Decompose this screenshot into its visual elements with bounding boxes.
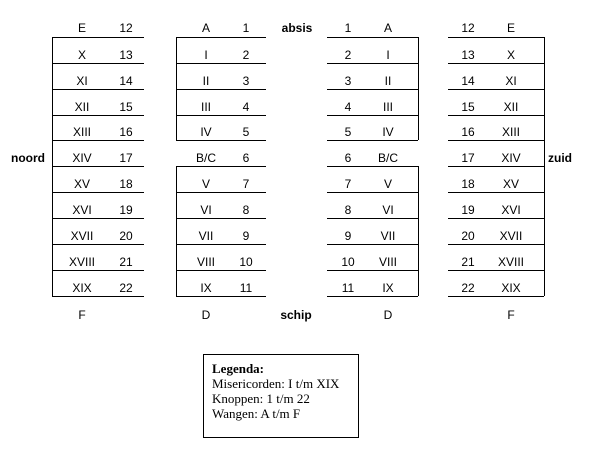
outer-right-knob-number: 14 xyxy=(461,74,475,88)
legend-line-misericorden: Misericorden: I t/m XIX xyxy=(212,376,340,391)
label-schip: schip xyxy=(280,308,312,322)
inner-right-row-divider xyxy=(327,63,418,64)
outer-right-row-divider xyxy=(448,63,544,64)
inner-right-stall-back-line xyxy=(418,37,419,140)
inner-right-knob-number: 7 xyxy=(344,177,352,191)
outer-left-knob-number: 17 xyxy=(119,151,133,165)
inner-left-knob-number: 8 xyxy=(242,203,250,217)
inner-right-knob-number: 6 xyxy=(344,151,352,165)
outer-right-misericord-label: X xyxy=(506,48,516,62)
inner-right-knob-number: 5 xyxy=(344,125,352,139)
inner-left-row-divider xyxy=(176,218,266,219)
inner-right-row-divider xyxy=(327,192,418,193)
outer-right-row-divider xyxy=(448,89,544,90)
outer-right-misericord-label: XIV xyxy=(501,151,521,165)
inner-right-misericord-label: II xyxy=(384,74,392,88)
outer-right-knob-number: 20 xyxy=(461,229,475,243)
inner-right-knob-number: 2 xyxy=(344,48,352,62)
outer-right-row-divider xyxy=(448,192,544,193)
outer-left-row-divider xyxy=(52,166,144,167)
inner-left-misericord-label: I xyxy=(204,48,208,62)
inner-left-knob-number: 3 xyxy=(242,74,250,88)
outer-left-misericord-label: XIX xyxy=(72,281,92,295)
inner-right-misericord-label: IX xyxy=(382,281,394,295)
inner-right-row-divider xyxy=(327,140,418,141)
inner-left-misericord-label: II xyxy=(202,74,210,88)
inner-right-misericord-label: VII xyxy=(380,229,396,243)
inner-right-misericord-label: IV xyxy=(382,125,394,139)
inner-left-misericord-label: V xyxy=(201,177,211,191)
outer-right-knob-number: 13 xyxy=(461,48,475,62)
legend-line-knoppen: Knoppen: 1 t/m 22 xyxy=(212,391,310,406)
outer-right-misericord-label: XVII xyxy=(499,229,523,243)
outer-left-knob-number: 20 xyxy=(119,229,133,243)
outer-right-misericord-label: XII xyxy=(503,100,519,114)
inner-left-misericord-label: III xyxy=(200,100,212,114)
inner-right-stall-back-line xyxy=(418,166,419,296)
inner-left-misericord-label: IV xyxy=(200,125,212,139)
outer-right-misericord-label: XIII xyxy=(501,125,521,139)
inner-right-misericord-label: I xyxy=(386,48,390,62)
outer-left-misericord-label: XVIII xyxy=(68,255,96,269)
outer-right-misericord-label: XV xyxy=(502,177,520,191)
label-absis: absis xyxy=(281,21,313,35)
outer-left-misericord-label: XV xyxy=(73,177,91,191)
legend-line-wangen: Wangen: A t/m F xyxy=(212,406,301,421)
outer-left-row-divider xyxy=(52,37,144,38)
inner-left-knob-number: 2 xyxy=(242,48,250,62)
inner-left-knob-number: 7 xyxy=(242,177,250,191)
outer-right-row-divider xyxy=(448,244,544,245)
inner-left-misericord-label: VIII xyxy=(196,255,216,269)
inner-left-misericord-label: VI xyxy=(200,203,212,217)
inner-left-misericord-label: VII xyxy=(198,229,214,243)
inner-right-misericord-label: VI xyxy=(382,203,394,217)
inner-left-row-divider xyxy=(176,63,266,64)
outer-left-knob-number: 16 xyxy=(119,125,133,139)
inner-right-knob-number: 10 xyxy=(341,255,355,269)
inner-left-row-divider xyxy=(176,270,266,271)
outer-left-knob-number: 22 xyxy=(119,281,133,295)
outer-right-knob-number: 15 xyxy=(461,100,475,114)
outer-left-row-divider xyxy=(52,89,144,90)
inner-left-row-divider xyxy=(176,140,266,141)
outer-right-row-divider xyxy=(448,296,544,297)
outer-left-misericord-label: XIII xyxy=(72,125,92,139)
inner-left-row-divider xyxy=(176,37,266,38)
outer-right-knob-number: 18 xyxy=(461,177,475,191)
inner-left-row-divider xyxy=(176,192,266,193)
outer-right-knob-number: 17 xyxy=(461,151,475,165)
inner-right-row-divider xyxy=(327,218,418,219)
inner-left-knob-number: 6 xyxy=(242,151,250,165)
outer-left-header-letter: E xyxy=(77,21,87,35)
outer-right-misericord-label: XVIII xyxy=(497,255,525,269)
inner-right-knob-number: 9 xyxy=(344,229,352,243)
outer-left-row-divider xyxy=(52,63,144,64)
inner-left-stall-back-line xyxy=(176,166,177,296)
inner-left-knob-number: 11 xyxy=(239,281,253,295)
outer-right-stall-back-line xyxy=(544,37,545,296)
inner-right-misericord-label: V xyxy=(383,177,393,191)
outer-left-misericord-label: XI xyxy=(76,74,88,88)
label-noord: noord xyxy=(11,151,45,165)
legend-box xyxy=(203,354,359,438)
outer-left-misericord-label: X xyxy=(77,48,87,62)
outer-left-row-divider xyxy=(52,115,144,116)
outer-left-row-divider xyxy=(52,140,144,141)
outer-left-misericord-label: XVII xyxy=(70,229,94,243)
inner-right-misericord-label: III xyxy=(382,100,394,114)
outer-right-knob-number: 22 xyxy=(461,281,475,295)
inner-left-knob-number: 4 xyxy=(242,100,250,114)
outer-left-knob-number: 21 xyxy=(119,255,133,269)
outer-right-misericord-label: XI xyxy=(505,74,517,88)
inner-right-knob-number: 4 xyxy=(344,100,352,114)
outer-right-misericord-label: XVI xyxy=(501,203,521,217)
inner-left-knob-number: 9 xyxy=(242,229,250,243)
outer-left-row-divider xyxy=(52,270,144,271)
inner-left-footer-letter: D xyxy=(201,308,211,322)
outer-right-row-divider xyxy=(448,37,544,38)
inner-right-misericord-label: VIII xyxy=(378,255,398,269)
outer-right-row-divider xyxy=(448,166,544,167)
outer-left-misericord-label: XVI xyxy=(72,203,92,217)
outer-left-misericord-label: XII xyxy=(74,100,90,114)
outer-left-knob-number: 19 xyxy=(119,203,133,217)
outer-left-knob-number: 14 xyxy=(119,74,133,88)
outer-right-misericord-label: XIX xyxy=(501,281,521,295)
outer-left-knob-number: 18 xyxy=(119,177,133,191)
outer-left-knob-number: 13 xyxy=(119,48,133,62)
outer-right-header-letter: E xyxy=(506,21,516,35)
outer-right-knob-number: 21 xyxy=(461,255,475,269)
outer-right-row-divider xyxy=(448,218,544,219)
outer-right-knob-number: 16 xyxy=(461,125,475,139)
outer-left-footer-letter: F xyxy=(78,308,86,322)
inner-right-row-divider xyxy=(327,270,418,271)
inner-right-knob-number: 3 xyxy=(344,74,352,88)
inner-right-row-divider xyxy=(327,37,418,38)
outer-right-row-divider xyxy=(448,115,544,116)
inner-left-row-divider xyxy=(176,166,266,167)
inner-left-row-divider xyxy=(176,115,266,116)
outer-left-knob-number: 15 xyxy=(119,100,133,114)
inner-right-row-divider xyxy=(327,89,418,90)
inner-left-header-letter: A xyxy=(201,21,211,35)
inner-right-row-divider xyxy=(327,244,418,245)
inner-right-knob-number: 8 xyxy=(344,203,352,217)
outer-right-knob-number: 19 xyxy=(461,203,475,217)
outer-left-misericord-label: XIV xyxy=(72,151,92,165)
inner-left-misericord-label: IX xyxy=(200,281,212,295)
outer-right-header-number: 12 xyxy=(461,21,475,35)
inner-left-knob-number: 5 xyxy=(242,125,250,139)
inner-right-row-divider xyxy=(327,115,418,116)
outer-left-row-divider xyxy=(52,218,144,219)
outer-left-header-number: 12 xyxy=(119,21,133,35)
label-zuid: zuid xyxy=(548,151,572,165)
inner-right-misericord-label: B/C xyxy=(377,151,399,165)
inner-right-row-divider xyxy=(327,296,418,297)
inner-right-footer-letter: D xyxy=(383,308,393,322)
outer-left-row-divider xyxy=(52,296,144,297)
inner-right-header-number: 1 xyxy=(344,21,352,35)
legend-title: Legenda: xyxy=(212,361,264,376)
inner-left-misericord-label: B/C xyxy=(195,151,217,165)
inner-left-knob-number: 10 xyxy=(239,255,253,269)
inner-right-row-divider xyxy=(327,166,418,167)
inner-left-row-divider xyxy=(176,296,266,297)
inner-right-knob-number: 11 xyxy=(341,281,355,295)
outer-left-stall-back-line xyxy=(52,37,53,296)
inner-left-header-number: 1 xyxy=(242,21,250,35)
inner-left-row-divider xyxy=(176,89,266,90)
inner-left-stall-back-line xyxy=(176,37,177,140)
inner-right-header-letter: A xyxy=(383,21,393,35)
outer-left-row-divider xyxy=(52,244,144,245)
outer-left-row-divider xyxy=(52,192,144,193)
outer-right-footer-letter: F xyxy=(507,308,515,322)
inner-left-row-divider xyxy=(176,244,266,245)
outer-right-row-divider xyxy=(448,140,544,141)
outer-right-row-divider xyxy=(448,270,544,271)
